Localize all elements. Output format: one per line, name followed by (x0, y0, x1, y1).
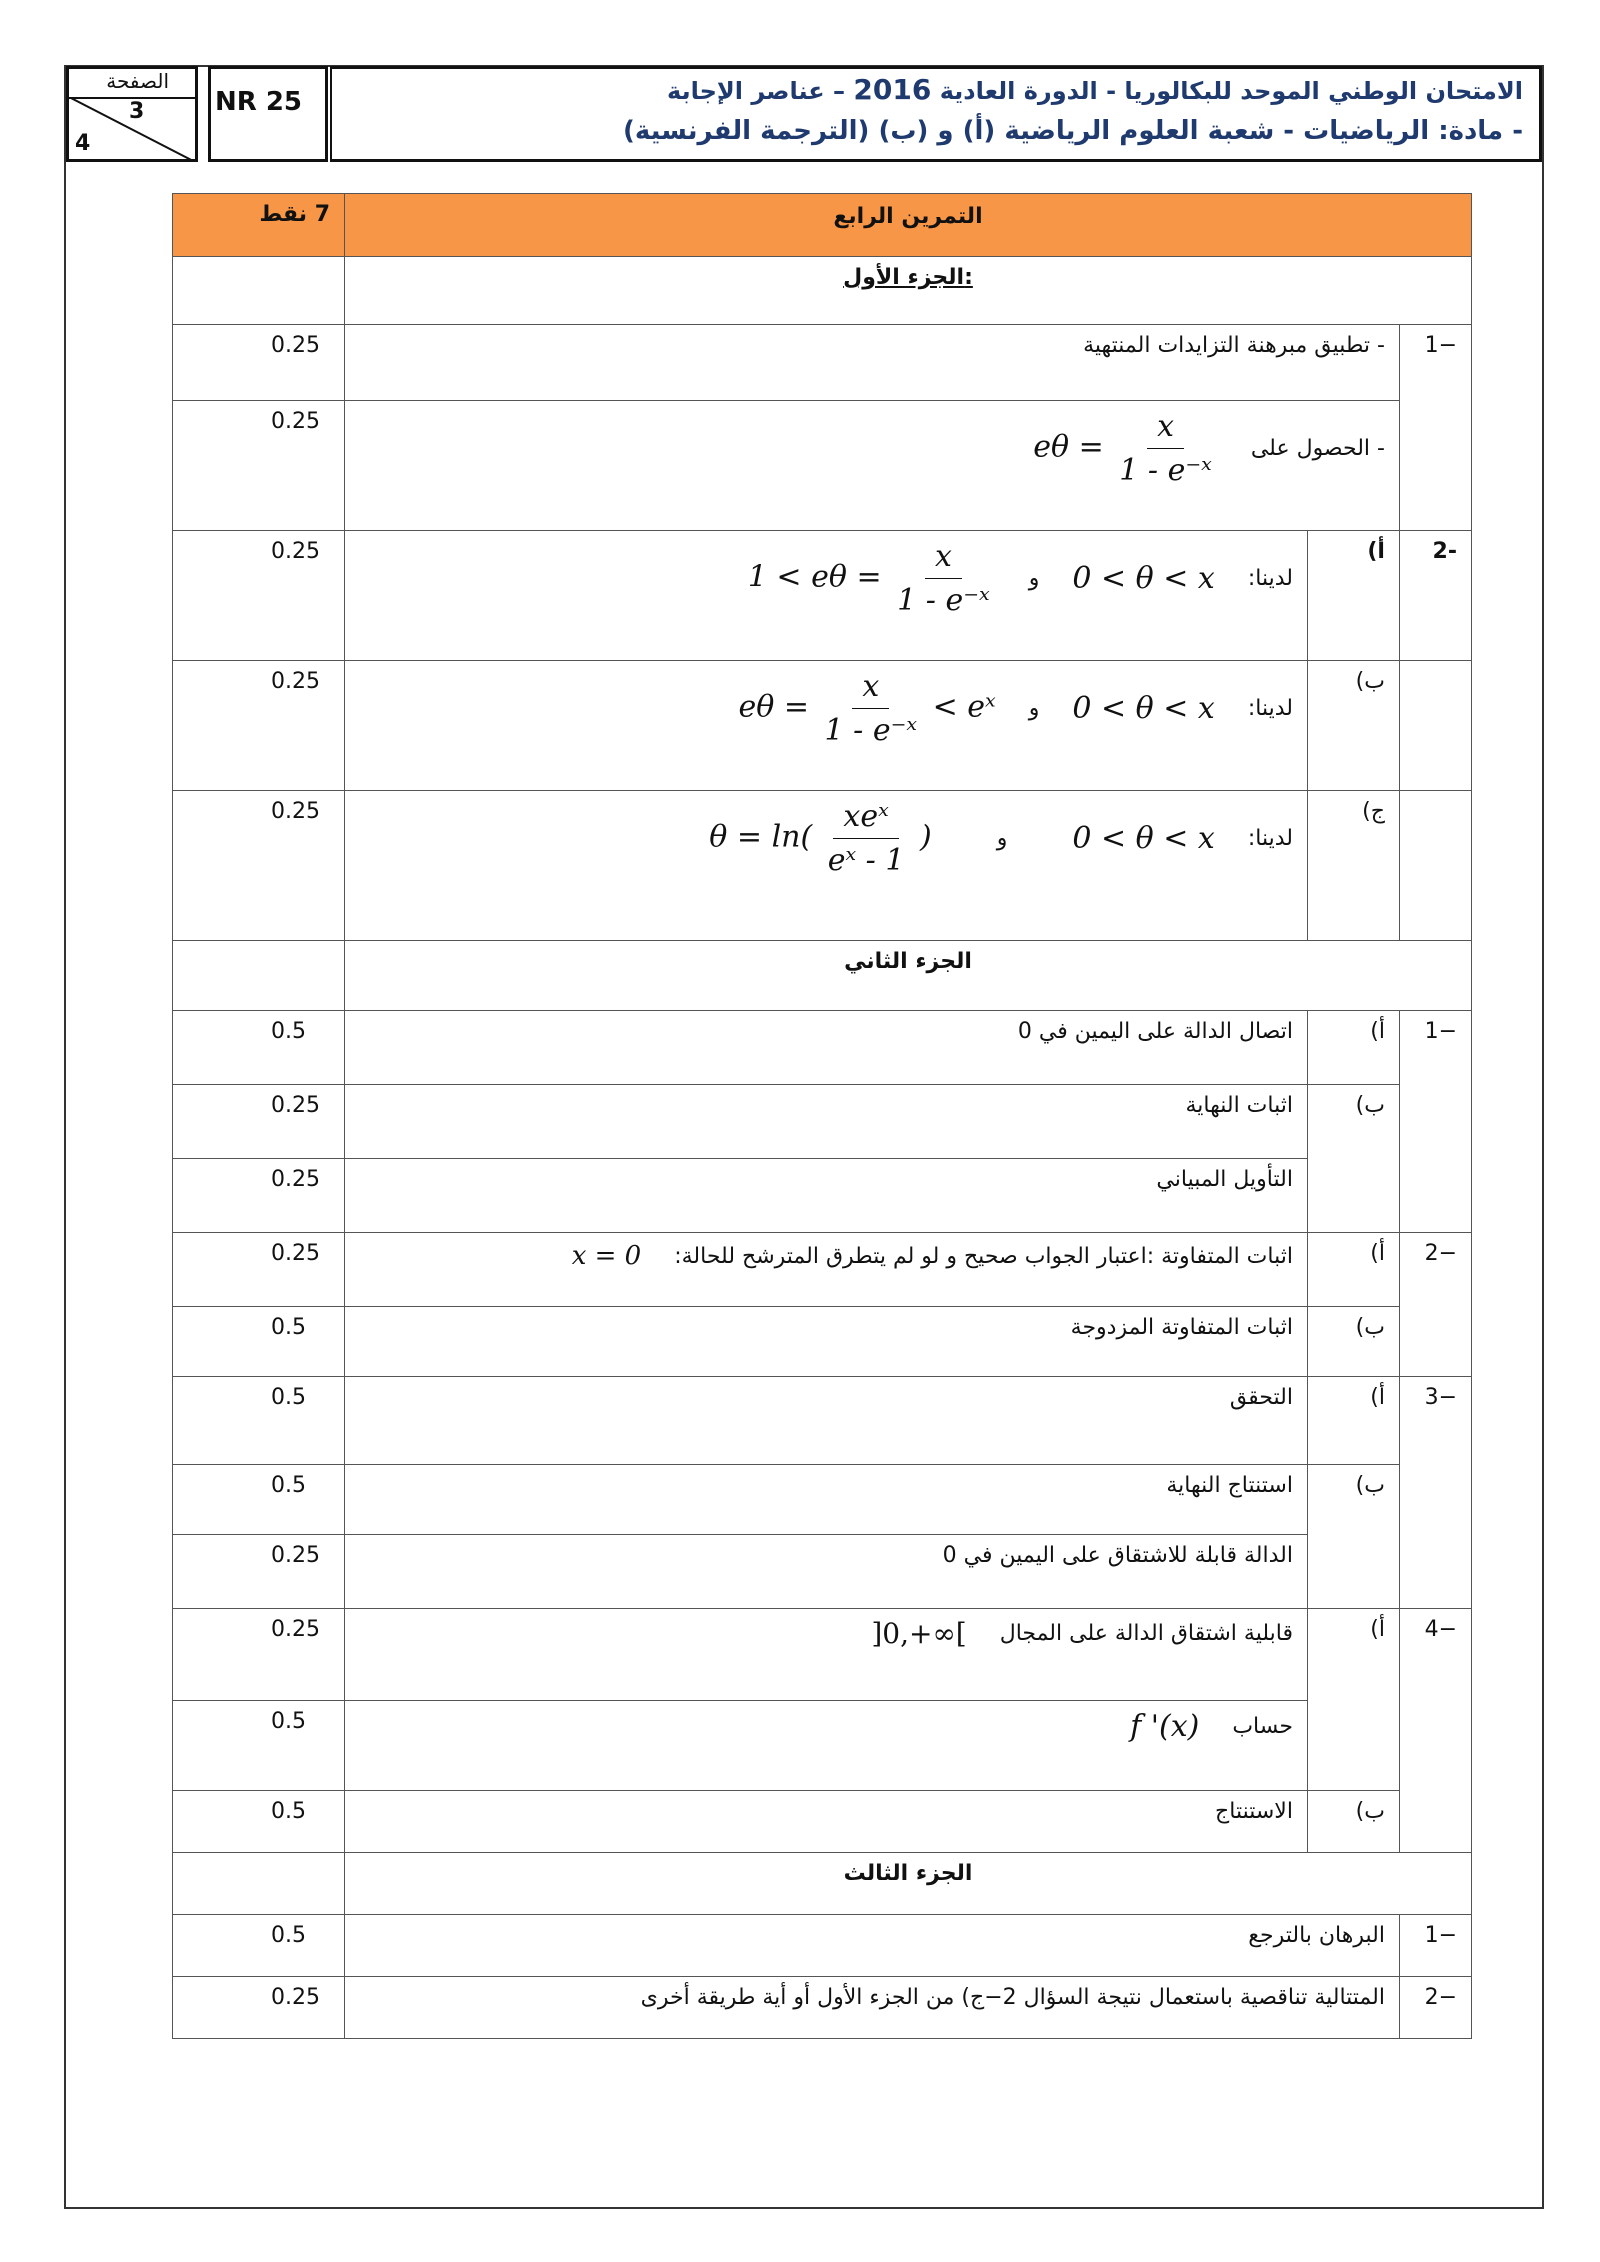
part-title-row (173, 1853, 1472, 1915)
sub-question-label: ب) (1307, 1307, 1399, 1377)
question-number: −2 (1399, 1233, 1471, 1377)
row-text: البرهان بالترجع (345, 1915, 1400, 1977)
formula: eθ = $\frac{x}{\text{1 - e⁻ˣ}}$ < eˣ (738, 669, 996, 748)
row-text: الاستنتاج (345, 1791, 1308, 1853)
sub-question-label: أ) (1307, 1377, 1399, 1465)
sub-question-label: أ) (1307, 531, 1399, 661)
question-number: −1 (1399, 1915, 1471, 1977)
formula: eθ = $\frac{x}{\text{1 - e⁻ˣ}}$ (1033, 409, 1212, 488)
table-row (173, 1701, 1472, 1791)
table-row (173, 1233, 1472, 1307)
table-row (173, 1307, 1472, 1377)
row-points: 0.5 (173, 1701, 345, 1791)
row-text: اثبات المتفاوتة :اعتبار الجواب صحيح و لو لم يتطرق المترشح للحالة: x = 0 (345, 1233, 1308, 1307)
formula: θ = ln( $\frac{\text{xeˣ}}{\text{eˣ - 1}}$ ) (709, 799, 932, 878)
question-number: −1 (1399, 1011, 1471, 1233)
table-row (173, 1465, 1472, 1535)
row-text: قابلية اشتقاق الدالة على المجال ]0,+∞[ (345, 1609, 1308, 1701)
row-text: اثبات النهاية (345, 1085, 1308, 1159)
part3-title: الجزء الثالث (345, 1853, 1472, 1915)
exam-title-line2: - مادة: الرياضيات - شعبة العلوم الرياضية (أ) و (ب) (الترجمة الفرنسية) (623, 116, 1523, 146)
part-title-row (173, 257, 1472, 325)
row-text: استنتاج النهاية (345, 1465, 1308, 1535)
question-number: -2 (1399, 531, 1471, 661)
sub-question-label: أ) (1307, 1233, 1399, 1307)
question-number: −2 (1399, 1977, 1471, 2039)
row-text: اثبات المتفاوتة المزدوجة (345, 1307, 1308, 1377)
row-points: 0.25 (173, 1159, 345, 1233)
page-number-box (66, 66, 198, 162)
question-number: −4 (1399, 1609, 1471, 1853)
row-text: الدالة قابلة للاشتقاق على اليمين في 0 (345, 1535, 1308, 1609)
row-text: المتتالية تناقصية باستعمال نتيجة السؤال 2−ج) من الجزء الأول أو أية طريقة أخرى (345, 1977, 1400, 2039)
table-row (173, 531, 1472, 661)
sub-question-label: ب) (1307, 1465, 1399, 1609)
row-points: 0.5 (173, 1915, 345, 1977)
row-points: 0.25 (173, 1609, 345, 1701)
row-points: 0.5 (173, 1465, 345, 1535)
exam-code: NR 25 (208, 66, 328, 162)
table-row (173, 1011, 1472, 1085)
row-points: 0.25 (173, 661, 345, 791)
question-number: −3 (1399, 1377, 1471, 1609)
row-points: 0.5 (173, 1307, 345, 1377)
row-points: 0.25 (173, 1977, 345, 2039)
answer-table (172, 193, 1472, 2039)
exercise-title: التمرين الرابع (345, 194, 1472, 257)
table-row (173, 1535, 1472, 1609)
part-title-row (173, 941, 1472, 1011)
row-text: - الحصول على eθ = $\frac{x}{\text{1 - e⁻ˣ}}$ (345, 401, 1400, 531)
row-points: 0.5 (173, 1791, 345, 1853)
row-text: - تطبيق مبرهنة التزايدات المنتهية (345, 325, 1400, 401)
row-points: 0.5 (173, 1377, 345, 1465)
sub-question-label: أ) (1307, 1609, 1399, 1791)
row-points: 0.25 (173, 791, 345, 941)
table-row (173, 791, 1472, 941)
table-row (173, 661, 1472, 791)
page-label: الصفحة (106, 69, 169, 93)
sub-question-label: أ) (1307, 1011, 1399, 1085)
row-text: لدينا: 0 < θ < x و θ = ln( $\frac{\text{xeˣ}}{\text{eˣ - 1}}$ ) (345, 791, 1308, 941)
part2-title: الجزء الثاني (345, 941, 1472, 1011)
table-row (173, 1159, 1472, 1233)
sub-question-label: ب) (1307, 661, 1399, 791)
row-points: 0.25 (173, 1233, 345, 1307)
exercise-points: 7 نقط (173, 194, 345, 257)
row-text: حساب f '(x) (345, 1701, 1308, 1791)
exercise-header-row (173, 194, 1472, 257)
row-points: 0.25 (173, 1535, 345, 1609)
table-row (173, 325, 1472, 401)
row-text: التأويل المبياني (345, 1159, 1308, 1233)
table-row (173, 1915, 1472, 1977)
exam-year: 2016 (853, 73, 932, 106)
row-text: التحقق (345, 1377, 1308, 1465)
row-points: 0.25 (173, 401, 345, 531)
part1-title: الجزء الأول: (345, 257, 1472, 325)
table-row (173, 401, 1472, 531)
row-points: 0.25 (173, 1085, 345, 1159)
page-total: 4 (75, 131, 91, 156)
sub-question-label: ج) (1307, 791, 1399, 941)
row-points: 0.5 (173, 1011, 345, 1085)
row-text: لدينا: 0 < θ < x و 1 < eθ = $\frac{x}{\text{1 - e⁻ˣ}}$ (345, 531, 1308, 661)
row-points: 0.25 (173, 531, 345, 661)
sub-question-label: ب) (1307, 1791, 1399, 1853)
table-row (173, 1609, 1472, 1701)
table-row (173, 1977, 1472, 2039)
formula: 1 < eθ = $\frac{x}{\text{1 - e⁻ˣ}}$ (747, 539, 990, 618)
table-row (173, 1085, 1472, 1159)
exam-title-session: الامتحان الوطني الموحد للبكالوريا - الدورة العادية (939, 77, 1523, 105)
exam-title-line1 (332, 71, 1523, 110)
table-row (173, 1791, 1472, 1853)
row-text: لدينا: 0 < θ < x و eθ = $\frac{x}{\text{1 - e⁻ˣ}}$ < eˣ (345, 661, 1308, 791)
sub-question-label: ب) (1307, 1085, 1399, 1233)
table-row (173, 1377, 1472, 1465)
exam-title-answers: – عناصر الإجابة (667, 77, 846, 105)
question-number: −1 (1399, 325, 1471, 531)
exam-title (330, 66, 1542, 162)
row-text: اتصال الدالة على اليمين في 0 (345, 1011, 1308, 1085)
page-current: 3 (129, 99, 145, 124)
row-points: 0.25 (173, 325, 345, 401)
